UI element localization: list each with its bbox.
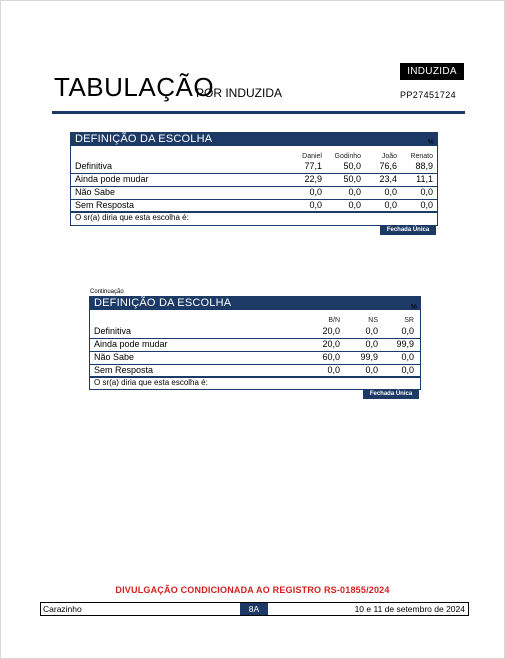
cell-value: 20,0 — [322, 326, 340, 336]
cell-value: 0,0 — [365, 339, 378, 349]
cell-value: 11,1 — [416, 174, 433, 184]
table-definicao-escolha-continuacao — [89, 296, 421, 390]
question-text: O sr(a) diria que esta escolha é: — [94, 378, 208, 387]
row-label-nao-sabe: Não Sabe — [94, 352, 135, 362]
cell-value: 99,9 — [360, 352, 378, 362]
cell-value: 0,0 — [309, 187, 322, 197]
cell-value: 23,4 — [379, 174, 397, 184]
page-subtitle: POR INDUZIDA — [196, 86, 283, 100]
table-header-bar — [71, 133, 437, 146]
footer-page-number: 8A — [240, 603, 268, 615]
cell-value: 0,0 — [365, 365, 378, 375]
cell-value: 0,0 — [401, 352, 414, 362]
column-header-godinho: Godinho — [334, 153, 361, 160]
row-label-ainda-pode-mudar: Ainda pode mudar — [94, 339, 168, 349]
cell-value: 22,9 — [304, 174, 322, 184]
registration-disclaimer: DIVULGAÇÃO CONDICIONADA AO REGISTRO RS-01855/2024 — [115, 585, 390, 595]
continuation-label: Continuação — [90, 289, 124, 295]
footer-city: Carazinho — [43, 604, 82, 614]
cell-value: 0,0 — [384, 187, 397, 197]
cell-value: 50,0 — [343, 174, 361, 184]
cell-value: 0,0 — [420, 187, 433, 197]
column-header-daniel: Daniel — [302, 153, 322, 160]
page-title: TABULAÇÃO — [54, 72, 215, 102]
induzida-badge: INDUZIDA — [400, 63, 464, 80]
footer-bar — [40, 602, 469, 616]
cell-value: 0,0 — [401, 326, 414, 336]
cell-value: 77,1 — [304, 161, 322, 171]
survey-code: PP27451724 — [400, 90, 457, 100]
row-label-definitiva: Definitiva — [75, 161, 113, 171]
table-title: DEFINIÇÃO DA ESCOLHA — [75, 133, 213, 145]
cell-value: 0,0 — [327, 365, 340, 375]
row-label-sem-resposta: Sem Resposta — [75, 200, 135, 210]
cell-value: 0,0 — [309, 200, 322, 210]
column-header-joao: João — [381, 153, 397, 160]
cell-value: 0,0 — [384, 200, 397, 210]
row-label-nao-sabe: Não Sabe — [75, 187, 116, 197]
cell-value: 88,9 — [415, 161, 433, 171]
cell-value: 20,0 — [322, 339, 340, 349]
table-title: DEFINIÇÃO DA ESCOLHA — [94, 297, 232, 309]
cell-value: 0,0 — [420, 200, 433, 210]
table-header-bar — [90, 297, 420, 310]
column-header-renato: Renato — [410, 153, 433, 160]
header-divider — [52, 111, 465, 114]
column-header-ns: NS — [368, 317, 378, 324]
row-label-definitiva: Definitiva — [94, 326, 132, 336]
cell-value: 76,6 — [379, 161, 397, 171]
cell-value: 0,0 — [348, 187, 361, 197]
cell-value: 0,0 — [401, 365, 414, 375]
cell-value: 99,9 — [396, 339, 414, 349]
unit-label: % — [427, 139, 434, 146]
cell-value: 50,0 — [343, 161, 361, 171]
cell-value: 0,0 — [365, 326, 378, 336]
fechada-unica-tag: Fechada Única — [380, 225, 436, 235]
column-header-bn: B/N — [328, 317, 340, 324]
question-text: O sr(a) diria que esta escolha é: — [75, 213, 189, 222]
footer-date: 10 e 11 de setembro de 2024 — [354, 604, 465, 614]
row-label-ainda-pode-mudar: Ainda pode mudar — [75, 174, 149, 184]
fechada-unica-tag: Fechada Única — [363, 389, 419, 399]
cell-value: 0,0 — [348, 200, 361, 210]
row-label-sem-resposta: Sem Resposta — [94, 365, 154, 375]
cell-value: 60,0 — [322, 352, 340, 362]
column-header-sr: SR — [404, 317, 414, 324]
table-definicao-escolha — [70, 132, 438, 226]
unit-label: % — [410, 304, 417, 311]
